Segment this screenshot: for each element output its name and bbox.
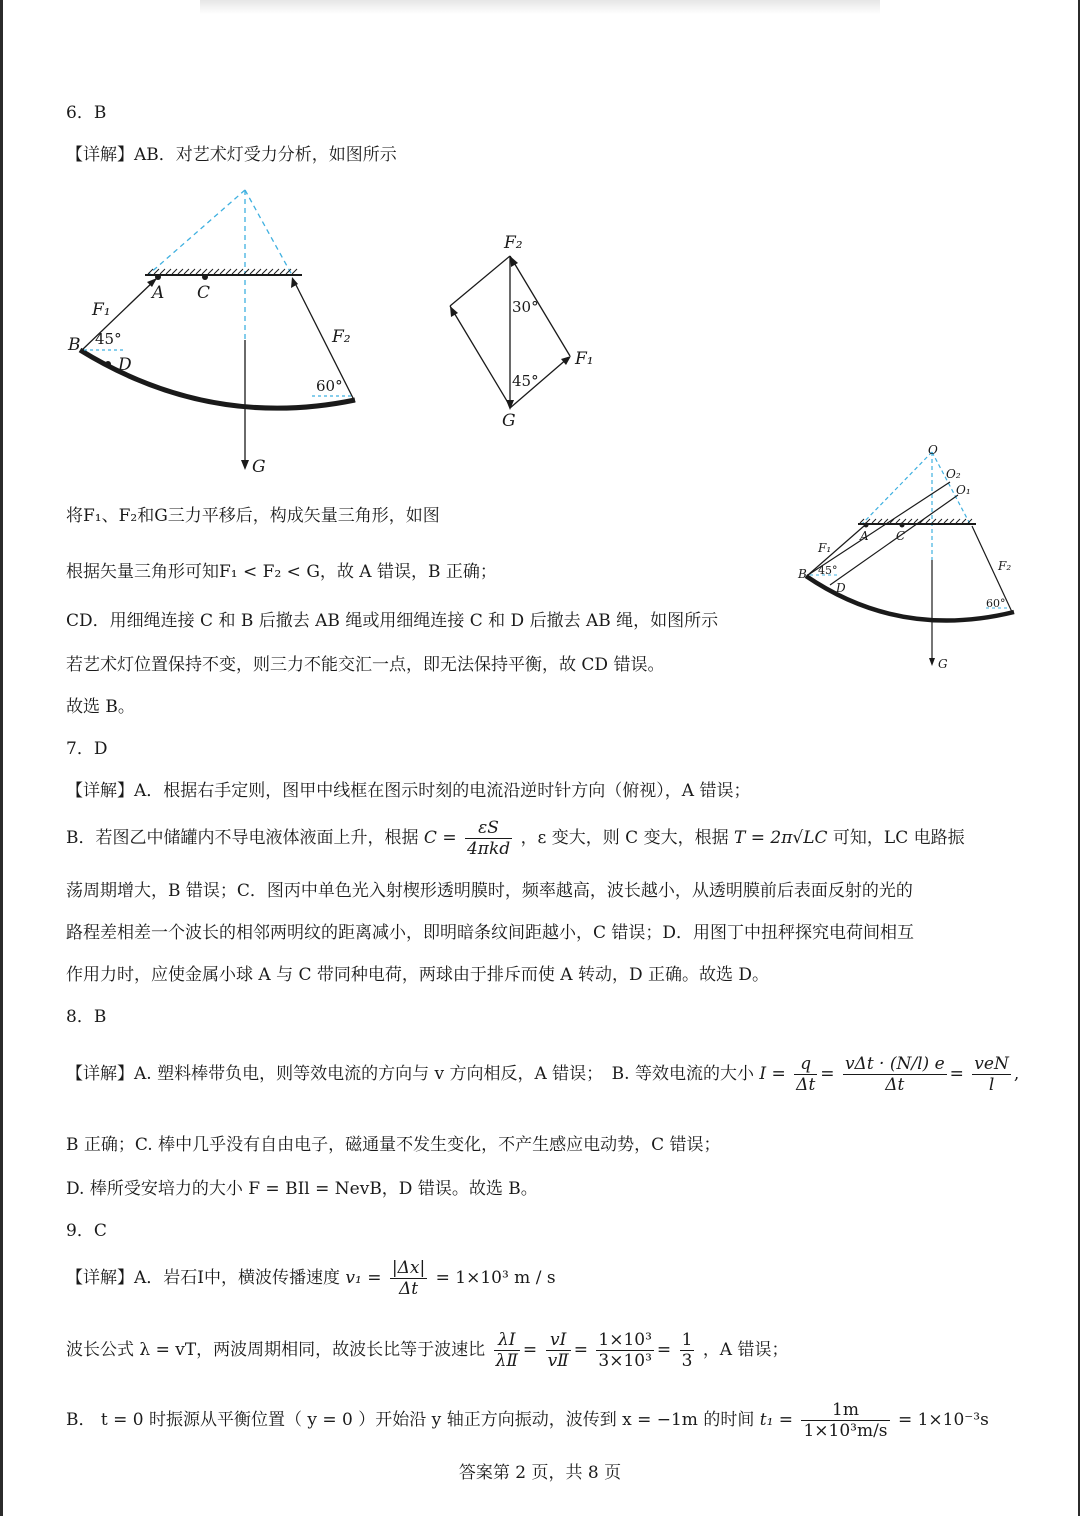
label-f1-triangle: F₁ [575,349,594,369]
vector-f2-head [510,256,518,267]
fig3-label-45: 45° [818,564,838,577]
point-c [202,274,208,280]
q6-force-diagram [60,180,380,480]
fig3-dashed-left [862,452,932,524]
fig3-label-d: D [836,581,846,595]
q7-detail-line5: 作用力时，应使金属小球 A 与 C 带同种电荷，两球由于排斥而使 A 转动，D 正确。故选 D。 [66,965,770,985]
label-g: G [252,457,266,477]
page-border-left [0,0,3,1516]
fig3-label-o1: O₁ [956,483,971,497]
fig3-rope-b [808,482,950,575]
fig3-label-o: O [928,443,938,457]
q9-answer: 9．C [66,1221,107,1241]
fig3-label-60: 60° [986,597,1006,610]
simplified-ratio: $\frac{1}{3}$ [681,1330,693,1371]
fig3-label-g: G [938,657,948,671]
fig3-label-f2: F₂ [998,559,1012,573]
fig3-label-c: C [896,529,906,543]
vector-f1-head [561,356,571,365]
label-angle-60: 60° [316,377,343,395]
current-fraction-1: $\frac{q}{\Delta t}$ [796,1054,816,1095]
fig3-gravity-head [929,658,935,666]
point-d [105,361,111,367]
numeric-ratio: $\frac{\text{1×10³}}{\text{3×10³}}$ [598,1330,652,1371]
current-fraction-2: $\frac{\text{vΔt · (N/l) e}}{\Delta t}$ [844,1054,945,1095]
page-footer: 答案第 2 页，共 8 页 [458,1463,622,1483]
speed-ratio: $\frac{\text{vⅠ}}{\text{vⅡ}}$ [547,1330,569,1371]
fig3-point-a [864,523,869,528]
current-fraction-3: $\frac{\text{veN}}{l}$ [974,1054,1009,1095]
fig3-label-b: B [798,567,807,581]
dashed-line-right [245,190,292,275]
fig3-label-f1: F₁ [818,541,832,555]
vector-f2-parallel [450,306,510,406]
label-angle-45: 45° [95,330,122,348]
label-f2: F₂ [332,327,351,347]
top-shade [200,0,880,14]
fig3-label-o2: O₂ [946,467,961,481]
fig3-rope-d [830,495,958,585]
q8-detail-line3: D. 棒所受安培力的大小 F = BIl = NevB，D 错误。故选 B。 [66,1179,538,1199]
label-angle-45-triangle: 45° [512,372,539,390]
q6-detail-line3: 根据矢量三角形可知F₁ < F₂ < G，故 A 错误，B 正确； [66,562,497,582]
wavelength-ratio: $\frac{\text{λⅠ}}{\text{λⅡ}}$ [495,1330,518,1371]
gravity-arrowhead [241,460,249,470]
label-b: B [68,335,81,355]
q6-rope-diagram [790,440,1030,680]
q6-detail-line2: 将F₁、F₂和G三力平移后，构成矢量三角形，如图 [66,506,440,526]
q8-detail-line1: 【详解】A. 塑料棒带负电，则等效电流的方向与 v 方向相反，A 错误； B. 等效电流的大小 I = $\frac{q}{\Delta t}$ = $\frac{\text{vΔt · (N/l) e}}{\Delta t}$ = $\frac{\text{veN}}{l}$ , [66,1054,1020,1095]
label-d: D [118,355,132,375]
fig3-point-c [900,523,905,528]
q6-answer: 6．B [66,103,107,123]
q9-detail-line3: B． t = 0 时振源从平衡位置（ y = 0 ）开始沿 y 轴正方向振动，波传到 x = −1m 的时间 t₁ = $\frac{1m}{\text{1×10³m/s}}$ = 1×10⁻³s [66,1400,989,1441]
label-a: A [152,283,165,303]
q9-detail-line2: 波长公式 λ = vT，两波周期相同，故波长比等于波速比 $\frac{\text{λⅠ}}{\text{λⅡ}}$ = $\frac{\text{vⅠ}}{\text{vⅡ}}$ = $\frac{\text{1×10³}}{\text{3×10³}}$ = $\frac{1}{3}$ ，A 错误； [66,1330,789,1371]
q7-detail-line1: 【详解】A．根据右手定则，图甲中线框在图示时刻的电流沿逆时针方向（俯视），A 错误； [66,781,751,801]
q8-answer: 8．B [66,1007,107,1027]
label-f2-triangle: F₂ [504,233,523,253]
label-angle-30: 30° [512,298,539,316]
label-c: C [197,283,211,303]
q6-detail-line5: 若艺术灯位置保持不变，则三力不能交汇一点，即无法保持平衡，故 CD 错误。 [66,655,665,675]
dashed-line-left [148,190,245,275]
fig3-label-a: A [860,529,869,543]
vector-parallel-head [450,306,458,317]
q6-vector-triangle [430,228,620,438]
q8-detail-line2: B 正确；C. 棒中几乎没有自由电子，磁通量不发生变化，不产生感应电动势，C 错误； [66,1135,721,1155]
label-f1: F₁ [92,300,111,320]
q6-detail-line1: 【详解】AB．对艺术灯受力分析，如图所示 [66,145,397,165]
q6-detail-line4: CD．用细绳连接 C 和 B 后撤去 AB 绳或用细绳连接 C 和 D 后撤去 AB 绳，如图所示 [66,611,719,631]
q7-detail-line3: 荡周期增大，B 错误；C．图丙中单色光入射楔形透明膜时，频率越高，波长越小，从透明膜前后表面反射的光的 [66,881,913,901]
label-g-triangle: G [502,411,516,431]
q7-detail-line2: B．若图乙中储罐内不导电液体液面上升，根据 C = $\frac{\varepsilon S}{\text{4πkd}}$ ，ε 变大，则 C 变大，根据 T = 2π√LC 可知，LC 电路振 [66,818,965,859]
velocity-fraction: $\frac{|\Delta x|}{\Delta t}$ [391,1258,426,1299]
q7-answer: 7．D [66,739,108,759]
q9-detail-line1: 【详解】A．岩石Ⅰ中，横波传播速度 v₁ = $\frac{|\Delta x|}{\Delta t}$ = 1×10³ m / s [66,1258,556,1299]
q6-detail-line6: 故选 B。 [66,697,135,717]
time-fraction: $\frac{1m}{\text{1×10³m/s}}$ [803,1400,888,1441]
capacitance-formula: $\frac{\varepsilon S}{\text{4πkd}}$ [466,818,511,859]
period-formula: T = 2π√LC [734,828,828,848]
q7-detail-line4: 路程差相差一个波长的相邻两明纹的距离减小，即明暗条纹间距越小，C 错误；D．用图丁中扭秤探究电荷间相互 [66,923,915,943]
vector-f1-parallel [450,256,510,306]
